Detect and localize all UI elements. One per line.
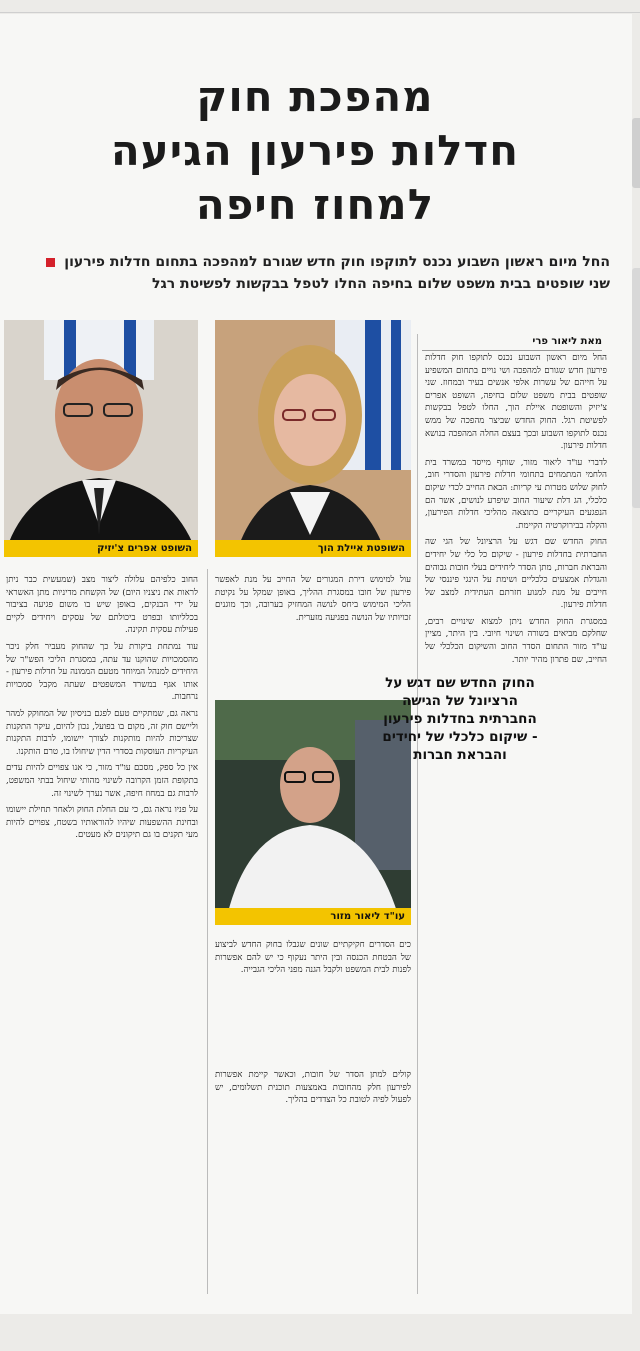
portrait-woman-image bbox=[215, 320, 411, 557]
paragraph: עוד נמתחת ביקורת על כך שהחוק מעביר חלק ניכר מהסמכויות שהוקנו עד עתה, במסגרת הליכי הפש"ר של היחידים למנהל המיוחד מטעם הממונה על חדלות פירעון - אותו אגף במשרד המשפטים שעתה מקבל סמכויות נרחבות. bbox=[6, 641, 198, 703]
photo-judge-efraim bbox=[4, 320, 198, 557]
text-column-left bbox=[6, 574, 198, 1294]
paragraph: קולים למתן הסדר של חובות, וכאשר קיימת אפשרות לפירעון חלק מהחובות באמצעות תוכנית תשלומים, יש לפעול לפיה לטובת כל הצדדים בהליך. bbox=[215, 1070, 411, 1106]
headline-line-1: מהפכת חוק bbox=[196, 72, 434, 121]
side-scroll-track[interactable] bbox=[632, 268, 640, 508]
paragraph: החוק החדש שם דגש על הרציונל של הגי שה החברתית בחדלות פירעון - שיקום כל כלי של יחידים והבראת חברות, מתן הסדר ליחידים בעלי חובות גבוהים והגדלת אמצעים כלכליים ושימת על הינגי פיננסי של חייבים על מנת למנוע חזרתם העתידית למצב של חדלות פירעון. bbox=[425, 537, 607, 611]
paragraph: אין כל ספק, מסכם עו"ד מזור, כי אנו צפויים להיות עדים בתקופת הזמן הקרובה לשינוי מהותי שיחול בבתי המשפט, לרבות גם במחוז חיפה, אשר נערך לשינוי זה. bbox=[6, 763, 198, 799]
subheadline bbox=[28, 251, 610, 295]
photo-judge-ayelet bbox=[215, 320, 411, 557]
side-scroll-tab[interactable] bbox=[632, 118, 640, 188]
column-divider bbox=[417, 334, 418, 1294]
subhead-part-2: שני שופטים בבית משפט שלום בחיפה החלו לטפל בבקשות לפשיטת רגל bbox=[152, 276, 610, 292]
paragraph: נראה גם, שמתקיים טעם לפגם בניסיון של המחוקק למהר וליישם חוק זה, מקום בו בפועל, נכון להיום, עיקר התקנות שצריכות להיות מותקנות לצורך יישומו, לרבות התקנות העיקריות העוסקות בסדרי הדין שיחולו בו, טרם הותקנו. bbox=[6, 708, 198, 757]
top-border bbox=[0, 12, 640, 13]
newspaper-page bbox=[0, 14, 632, 1314]
subhead-part-1: החל מיום ראשון השבוע נכנס לתוקפו חוק חדש שגורם למהפכה בתחום חדלות פירעון bbox=[64, 254, 610, 270]
headline-line-3: למחוז חיפה bbox=[195, 180, 435, 229]
text-column-middle-lower bbox=[215, 1069, 411, 1294]
paragraph: על פניו נראה גם, כי עם החלת החוק ולאחר תחילת יישומו ובחינת ההשפעות שיהיו להוראותיו בשטח, צפויים להיות מעי תקנים בו גם תיקונים לא מעטים. bbox=[6, 805, 198, 841]
paragraph: במסגרת החוק החדש ניתן למצוא שינויים רבים, שחלקם מביאים בשורה ושינוי חיובי. בין היתר, מציין עו"ד מזור התחום הסדר החוב והשיקום הכלכלי של החייב, שם פתרון מהיר יותר. bbox=[425, 616, 607, 665]
portrait-man-image bbox=[4, 320, 198, 557]
pull-quote: החוק החדש שם דגש על הרציונל של הגישה החברתית בחדלות פירעון - שיקום כלכלי של יחידים והבראת חברות bbox=[382, 675, 538, 763]
paragraph: לדברי עו"ד ליאור מזור, שותף מייסד במשרד בית הלחמי המתמחים בתחומי חדלות פירעון והסדרי חוב, לחוק שלוש מטרות עי קריות: הבאת החייב לכדי שיקום כלכלי, הג דלת שיעור החוב שיפרע לנושים, אשר הם הנפגעים העיקריים כתוצאה מהליכי חדלות הפירעון, והקלה בבירוקרטיה הקיימת. bbox=[425, 457, 607, 531]
paragraph: כים הסדרים חקיקתיים שונים שגבלו בחוק החדש לביצוע של הבטחת הכנסה ובין היתר נעקוף כי יש להם אפשרות לפנות לבית המשפט ולקבל הגנה מפני הליכי הגבייה. bbox=[215, 940, 411, 976]
headline bbox=[20, 70, 610, 232]
text-column-right bbox=[425, 352, 607, 1292]
caption-judge-ayelet: השופטת איילת הוך bbox=[215, 540, 411, 557]
byline: מאת ליאור פרי bbox=[422, 336, 602, 351]
text-column-middle-bottom bbox=[215, 939, 411, 1029]
caption-judge-efraim: השופט אפרים צ'יזיק bbox=[4, 540, 198, 557]
paragraph: החוב כלפיהם עלולה ליצור מצב (שמעשית כבר ניתן לראות את ניצניו היום) של הקשחת מדיניות מתן האשראי על ידי הבנקים, באופן שיש בו משום פגיעה בציבור בכלליותו ובפרט ביכולתם של עסקים ויחידים לקיים פעילות עסקית תקינה. bbox=[6, 575, 198, 636]
headline-line-2: חדלות פירעון הגיעה bbox=[110, 126, 520, 175]
bullet-square-icon bbox=[46, 258, 55, 267]
column-divider bbox=[207, 569, 208, 1294]
caption-lawyer-lior: עו"ד ליאור מזור bbox=[215, 908, 411, 925]
paragraph: עול למימוש דירת המגורים של החייב על מנת לאפשר פירעון של חובו במסגרת ההליך, באופן שמקל על נקיטת הליכי המימוש ביחס לנושה המחזיק בערובה, וכך מוגנים זכויותיו של הנושה בפגיעה מזערית. bbox=[215, 575, 411, 623]
paragraph: החל מיום ראשון השבוע נכנס לתוקפו חוק חדלות פירעון חדש שגורם למהפכה ושי נויים בתחום המשפיע על חייהם של עשרות אלפי אנשים בעיר ובמחוז. שני שופטים בבית משפט שלום בחיפה, השופט אפרים צ'יזיק והשופטת איילת הוך, החלו לטפל בבקשות לפשיטת רגל. החוק החדש שביצר מהפכה של ממש נכנס לתוקפו השבוע ובכך בעצם החלה המהפכה בנושא חדלות פירעון. bbox=[425, 353, 607, 452]
